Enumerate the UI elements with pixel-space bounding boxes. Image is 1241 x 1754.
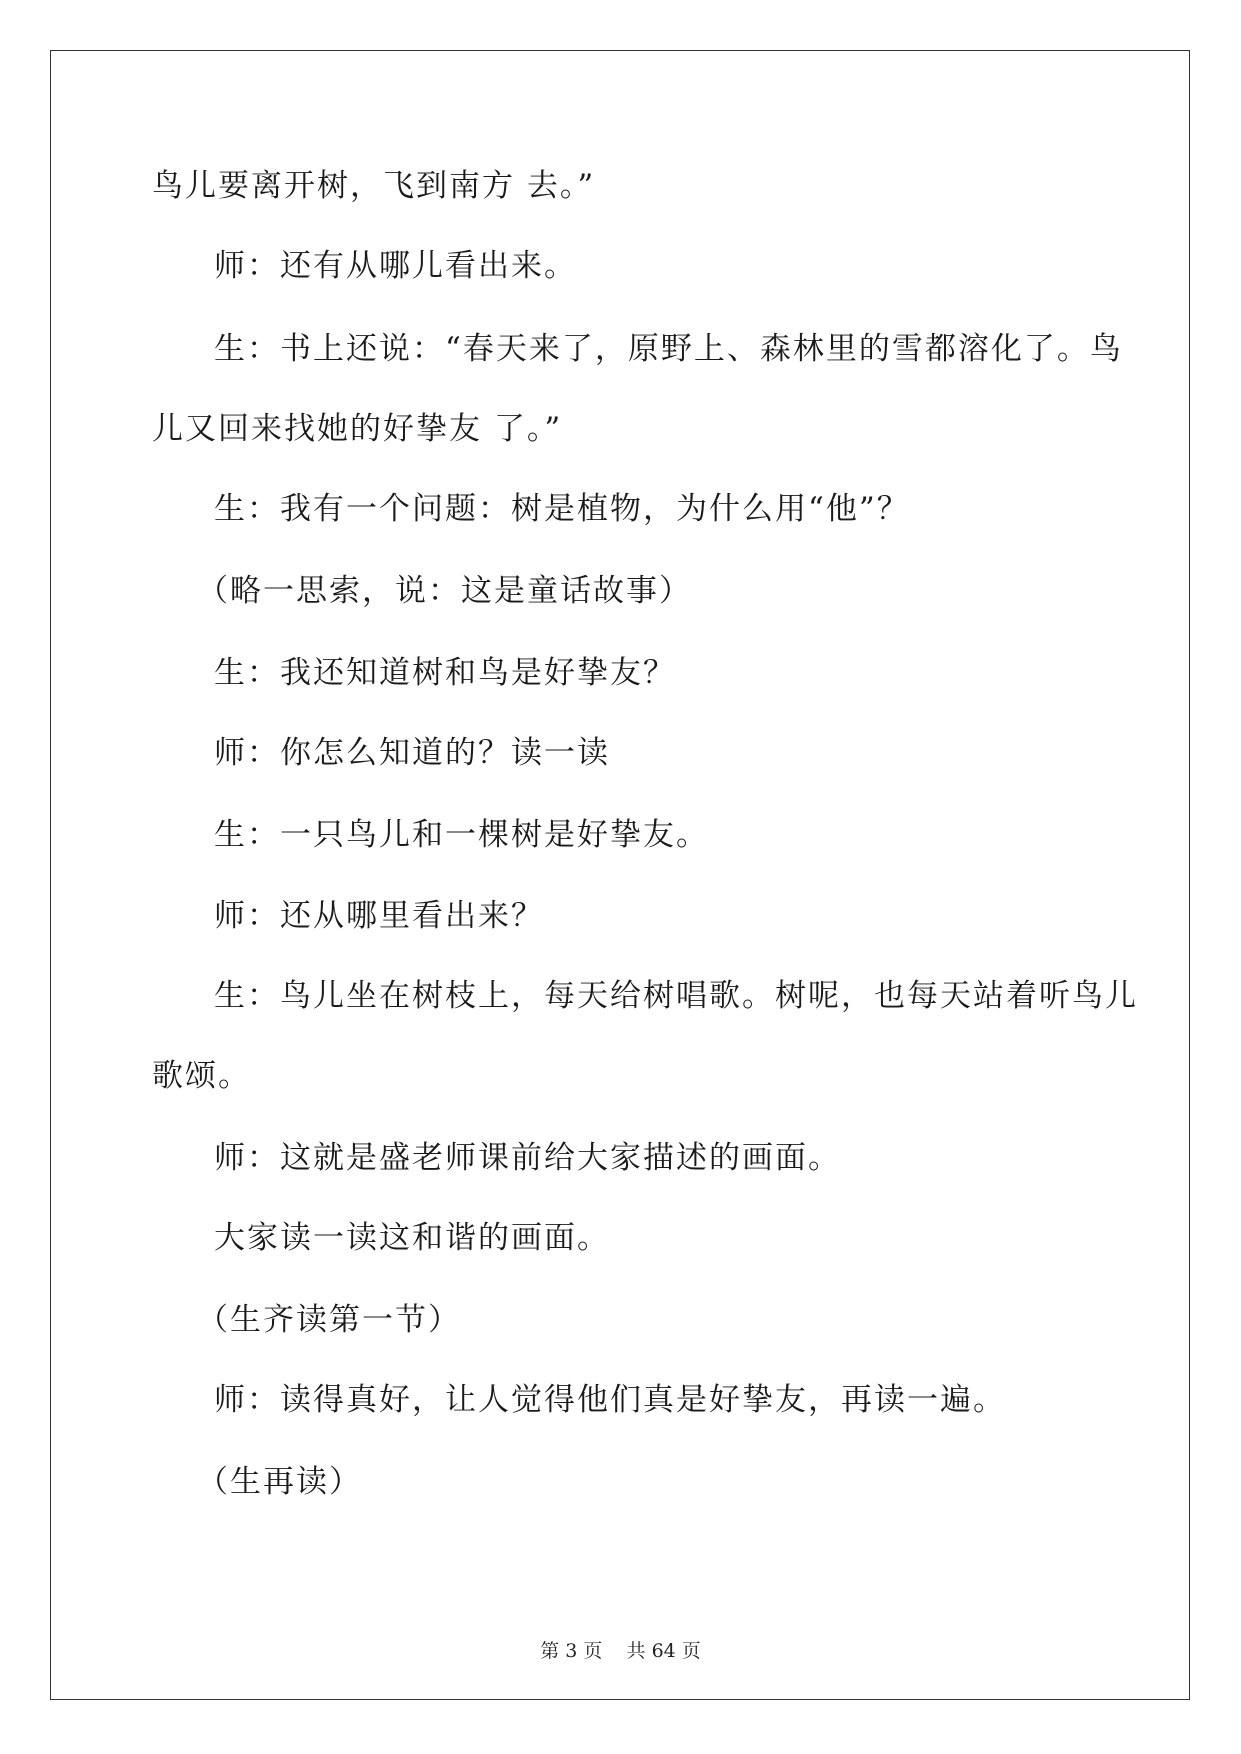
paragraph-line-15: （生齐读第一节）: [197, 1302, 461, 1338]
paragraph-line-3: 生：书上还说：“春天来了，原野上、森林里的雪都溶化了。鸟: [214, 331, 1123, 367]
paragraph-line-16: 师：读得真好，让人觉得他们真是好挚友，再读一遍。: [214, 1382, 1006, 1418]
paragraph-line-14: 大家读一读这和谐的画面。: [214, 1220, 610, 1256]
page-border: [50, 50, 1190, 1700]
paragraph-line-8: 师：你怎么知道的？读一读: [214, 735, 610, 771]
paragraph-line-12: 歌颂。: [152, 1058, 251, 1094]
paragraph-line-10: 师：还从哪里看出来？: [214, 898, 544, 934]
paragraph-line-17: （生再读）: [197, 1464, 362, 1500]
paragraph-line-1: 鸟儿要离开树，飞到南方 去。”: [152, 168, 596, 204]
paragraph-line-6: （略一思索，说：这是童话故事）: [197, 573, 692, 609]
paragraph-line-4: 儿又回来找她的好挚友 了。”: [152, 411, 563, 447]
paragraph-line-9: 生：一只鸟儿和一棵树是好挚友。: [214, 817, 709, 853]
paragraph-line-13: 师：这就是盛老师课前给大家描述的画面。: [214, 1140, 841, 1176]
paragraph-line-2: 师：还有从哪儿看出来。: [214, 248, 577, 284]
paragraph-line-5: 生：我有一个问题：树是植物，为什么用“他”？: [214, 491, 910, 527]
paragraph-line-7: 生：我还知道树和鸟是好挚友？: [214, 655, 676, 691]
page-number-footer: 第 3 页 共 64 页: [540, 1640, 701, 1662]
paragraph-line-11: 生：鸟儿坐在树枝上，每天给树唱歌。树呢，也每天站着听鸟儿: [214, 978, 1138, 1014]
